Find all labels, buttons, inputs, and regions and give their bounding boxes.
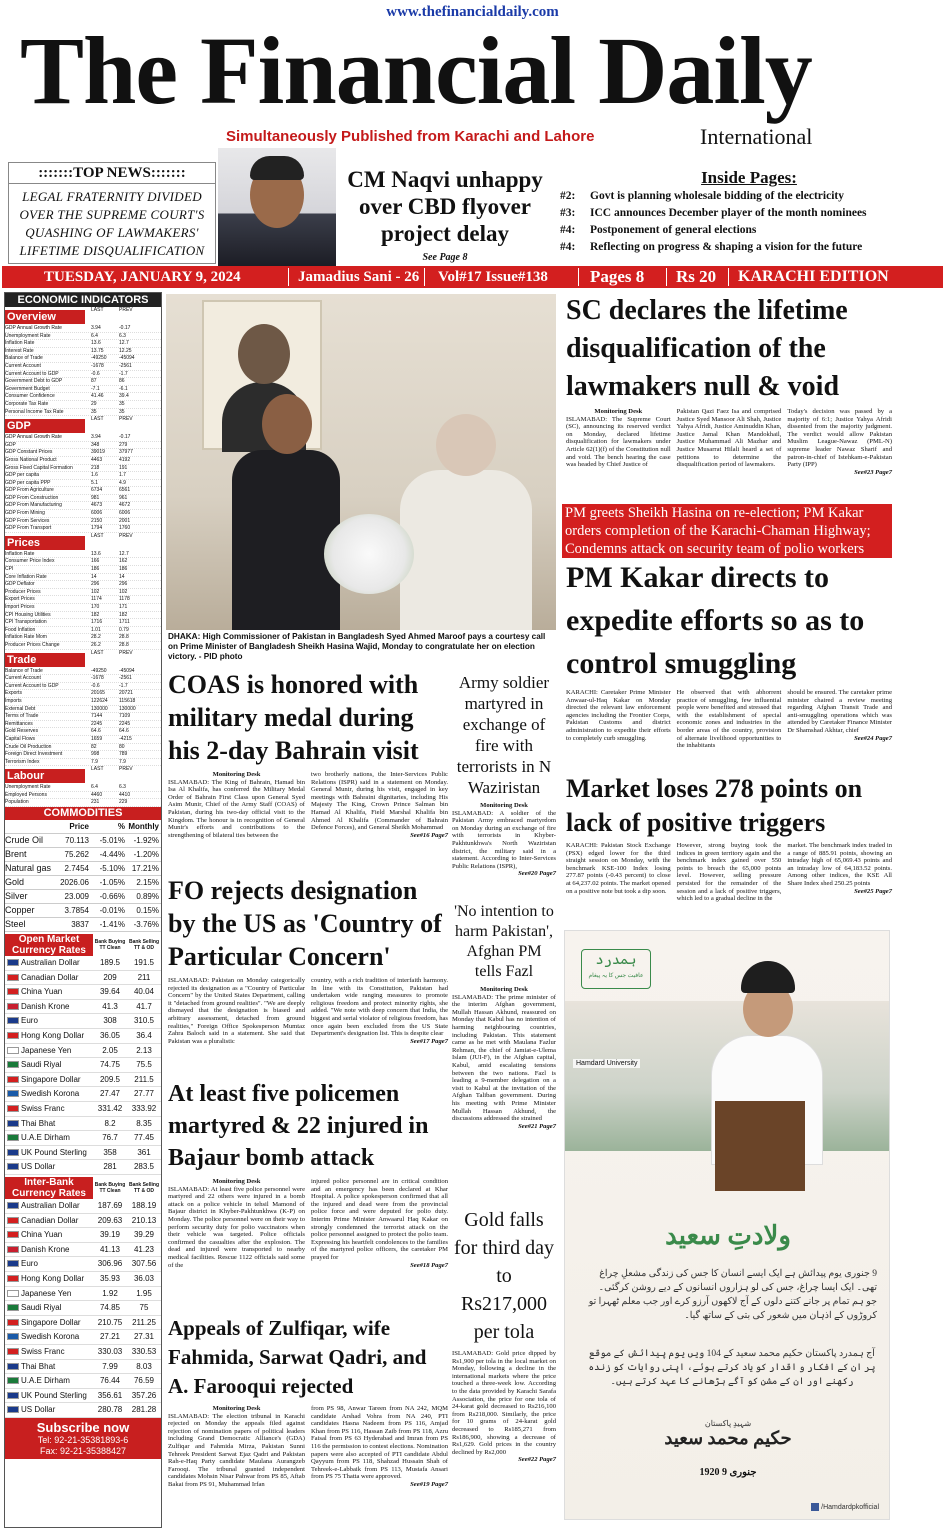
flag-icon: [7, 974, 19, 981]
flag-icon: [7, 1134, 19, 1141]
hamdard-logo: ہمدرد عافیت جس کا یہ پیغام: [581, 949, 651, 989]
currency-row: UK Pound Sterling 356.61 357.26: [5, 1389, 161, 1404]
sc-story: SC declares the lifetime disqualification of the lawmakers null & void Monitoring Desk ISLAMABAD: The Supreme Court (SC), announcing its reserved verdict on Monday, declared lifetime disqualification for lawmakers under Article 62(1)(f) of the Constitution null and void. The bench hearing the case was headed by Chief Justice of Pakistan Qazi Faez Isa and comprised Justice Syed Mansoor Ali Shah, Justice Yahya Afridi, Justice Aminuddin Khan, Justice Jamal Khan Mandokhail, Justice Muhammad Ali Mazhar and Justice Musarrat Hilali heard a set of petitions to determine the disqualification period of lawmakers. Today's decision was passed by a majority of 6:1; Justice Yahya Afridi dissented from the majority judgment. The verdict would allow Pakistan Muslim League-Nawaz (PML-N) supreme leader Nawaz Sharif and patron-in-chief of Istehkam-e-Pakistan Party (IPP) See#23 Page7: [566, 292, 892, 476]
top-news-text: LEGAL FRATERNITY DIVIDED OVER THE SUPREME COURT'S QUASHING OF LAWMAKERS' LIFETIME DISQUALIFICATION: [19, 189, 205, 258]
indicator-row: Food Inflation 1.01 0.79: [5, 627, 161, 635]
indicator-row: Current Account -1678 -2561: [5, 363, 161, 371]
indicator-row: Balance of Trade -49250 -45094: [5, 355, 161, 363]
currency-row: U.A.E Dirham 76.44 76.59: [5, 1374, 161, 1389]
indicator-section-title: GDP: [5, 419, 85, 433]
afghan-headline[interactable]: 'No intention to harm Pakistan', Afghan PM tells Fazl: [454, 903, 554, 980]
currency-row: Singapore Dollar 210.75 211.25: [5, 1316, 161, 1331]
currency-row: Japanese Yen 2.05 2.13: [5, 1044, 161, 1059]
indicator-row: Export Prices 1174 1178: [5, 596, 161, 604]
subscribe-box[interactable]: [5, 1418, 161, 1459]
indicator-row: Capital Flows 1659 -4215: [5, 736, 161, 744]
flag-icon: [7, 1333, 19, 1340]
inside-item[interactable]: #3: ICC announces December player of the month nominees: [560, 207, 867, 219]
kakar-story: PM Kakar directs to expedite efforts so as to control smuggling KARACHI: Caretaker Prime Minister Anwaar-ul-Haq Kakar on Monday directed the relevant law enforcement agencies including the Frontier Corps, Pakistan Customs and district administration to expedite their efforts to completely curb smuggling. He observed that with abhorrent practice of smuggling, few influential people were benefited and stressed that with the establishment of special economic zones and industries in the border areas of the country, provision of alternate livelihood opportunities to the inhabitants should be ensured. The caretaker prime minister chaired a review meeting regarding Afghan Transit Trade and anti-smuggling operations which was attended by Caretaker Finance Minister Dr Shamshad Akhtar, chief See#24 Page7: [566, 556, 892, 750]
currency-row: Swedish Korona 27.47 27.77: [5, 1087, 161, 1102]
flag-icon: [7, 988, 19, 995]
indicator-section: Overview LAST PREV GDP Annual Growth Rate 3.94 -0.17 Unemployment Rate 6.4 6.3 Inflation Rate 13.6 12.7 Interest Rate 13.75 12.25 Balance of Trade -49250 -45094 Current Account -1678 -2561 Current Account to GDP -0.6 -1.7 Government Debt to GDP 87 86 Government Budget -7.1 -6.1 Consumer Confidence 41.46 39.4 Corporate Tax Rate 29 35 Personal Income Tax Rate 35 35: [5, 307, 161, 416]
indicator-row: GDP From Agriculture 6734 6561: [5, 487, 161, 495]
flag-icon: [7, 1406, 19, 1413]
subscribe-title: Subscribe now: [36, 1419, 130, 1435]
indicator-row: Consumer Confidence 41.46 39.4: [5, 393, 161, 401]
indicator-row: Gross National Product 4463 4192: [5, 457, 161, 465]
hamdard-advert[interactable]: [564, 930, 890, 1520]
flag-icon: [7, 1163, 19, 1170]
coas-headline[interactable]: COAS is honored with military medal during his 2-day Bahrain visit: [168, 670, 419, 765]
indicator-row: Employed Persons 4460 4410: [5, 792, 161, 800]
inside-pages: [560, 168, 938, 256]
commodity-row: Steel 3837 -1.41% -3.76%: [5, 918, 161, 932]
indicator-row: Corporate Tax Rate 29 35: [5, 401, 161, 409]
ad-year: 1920 9 جنوری: [699, 1467, 757, 1478]
flag-icon: [7, 1260, 19, 1267]
flag-icon: [7, 1120, 19, 1127]
indicator-row: Gold Reserves 64.6 64.6: [5, 728, 161, 736]
indicator-row: Current Account to GDP -0.6 -1.7: [5, 371, 161, 379]
flag-icon: [7, 1348, 19, 1355]
commodity-row: Natural gas 2.7454 -5.10% 17.21%: [5, 862, 161, 876]
commodity-row: Gold 2026.06 -1.05% 2.15%: [5, 876, 161, 890]
interbank-title: Inter-Bank Currency Rates: [5, 1177, 93, 1199]
cm-story-see: See Page 8: [422, 252, 468, 263]
indicator-row: Imports 122624 115618: [5, 698, 161, 706]
sc-headline[interactable]: SC declares the lifetime disqualification of the lawmakers null & void: [566, 295, 848, 402]
indicator-row: Interest Rate 13.75 12.25: [5, 348, 161, 356]
indicator-row: Gross Fixed Capital Formation 218 191: [5, 465, 161, 473]
masthead-title: The Financial Daily: [20, 17, 812, 124]
flag-icon: [7, 1047, 19, 1054]
open-market-title: Open Market Currency Rates: [5, 934, 93, 956]
indicator-row: Balance of Trade -49250 -45094: [5, 668, 161, 676]
inside-item[interactable]: #4: Reflecting on progress & shaping a vision for the future: [560, 241, 863, 253]
top-news-box: [8, 162, 216, 264]
indicator-section-title: Overview: [5, 310, 85, 324]
naqvi-photo: [218, 148, 336, 266]
indicator-row: Core Inflation Rate 14 14: [5, 574, 161, 582]
currency-row: China Yuan 39.64 40.04: [5, 985, 161, 1000]
indicator-row: External Debt 130000 130000: [5, 706, 161, 714]
commodity-row: Silver 23.009 -0.66% 0.89%: [5, 890, 161, 904]
flag-icon: [7, 1149, 19, 1156]
pm-ticker[interactable]: PM greets Sheikh Hasina on re-election; PM Kakar orders completion of the Karachi-Chaman Highway; Condemns attack on security team of polio workers: [562, 504, 892, 558]
flag-icon: [7, 1017, 19, 1024]
indicator-section-title: Labour: [5, 769, 85, 783]
inside-item[interactable]: #2: Govt is planning wholesale bidding of the electricity: [560, 190, 844, 202]
currency-row: Swiss Franc 331.42 333.92: [5, 1102, 161, 1117]
indicator-row: GDP From Mining 6006 6006: [5, 510, 161, 518]
flag-icon: [7, 959, 19, 966]
flag-icon: [7, 1032, 19, 1039]
indicator-row: CPI 186 186: [5, 566, 161, 574]
flag-icon: [7, 1061, 19, 1068]
currency-row: Thai Bhat 8.2 8.35: [5, 1117, 161, 1132]
edition-label: International: [700, 124, 813, 149]
indicator-row: Population 231 229: [5, 799, 161, 807]
flag-icon: [7, 1202, 19, 1209]
subscribe-fax: Fax: 92-21-35388427: [39, 1445, 127, 1456]
afghan-story: 'No intention to harm Pakistan', Afghan PM tells Fazl Monitoring Desk ISLAMABAD: The prime minister of the interim Afghan government, Mullah Hassan Akhund, reassured on Monday that Kabul has no intention of harming neighbouring countries, including Pakistan. This statement came as he met with Maulana Fazlur Rehman, the chief of Jamiat-e-Ulema Islam (JUI-F), in the Afghan capital, Kabul, amid escalating tensions between the two nations. Fazl is leading a 9-member delegation on a visit to Kabul at the invitation of the Afghan Taliban government. During his meeting with Prime Minister Mullah Hassan Akhund, the discussions addressed the strained See#21 Page7: [452, 903, 556, 1130]
coas-story: COAS is honored with military medal during his 2-day Bahrain visit Monitoring Desk ISLAMABAD: The King of Bahrain, Hamad bin Isa Al Khalifa, has conferred the Military Medal Order of Bahrain First Class upon General Syed Asim Munir, Chief of the Army Staff (COAS) of Pakistan, during his two-day official visit to the Kingdom. The honour is in recognition of General Munir's efforts and contributions to the strengthening of bilateral ties between the two brotherly nations, the Inter-Services Public Relations (ISPR) said in a statement on Monday. General Munir, during his visit, engaged in key meetings with Bahraini dignitaries, including His Majesty The King, Crown Prince Salman bin Hamad Al Khalifa, Field Marshal Khalifa bin Ahmed Al Khalifa (Commander of Bahrain Defence Forces), and General Sheikh Mohammad See#16 Page7: [168, 670, 448, 839]
indicator-row: GDP From Construction 981 961: [5, 495, 161, 503]
flag-icon: [7, 1377, 19, 1384]
appeals-story: Appeals of Zulfiqar, wife Fahmida, Sarwat Qadri, and A. Farooqui rejected Monitoring Desk ISLAMABAD: The election tribunal in Karachi rejected on Monday the appeals filed against rejection of nomination papers of political leaders including Grand Democratic Alliance's (GDA) Zulfiqar and Fahmida Mirza, Pakistan Sunni Tehreek President Sarwat Ejaz Qadri and Pakistan Rah-e-Haq Party candidate Maulana Aurangzeb Farooqi. The tribunal granted independent candidates Mohsin Nisar Pahwar from PS 85, Aftab Bakai from PS 91, Muhammad Irfan from PS 98, Anwar Tareen from NA 242, MQM candidate Arshad Vohra from NA 240, PTI candidates Hasna Nadeem from PS 116, Amjad Khan from PS 116, Hassan Zaib from PS 118, Azru Faisal from PS 63 Hyderabad and Imran from PS 116 the permission to contest elections. Nomination papers were also accepted of PTI candidate Abdul Qayyum from PS 118, Shahzad Hussain Shah of Tehreek-e-Labbaik from PS 113, Mustafa Ansari from PS 75 Thatta were approved. See#19 Page7: [168, 1316, 448, 1488]
flag-icon: [7, 1304, 19, 1311]
currency-row: Saudi Riyal 74.75 75.5: [5, 1058, 161, 1073]
indicator-row: GDP Deflator 296 296: [5, 581, 161, 589]
ad-text: 9 جنوری یوم پیدائش ہے ایک ایسے انسان کا جس کی زندگی مشعلِ چراغ تھی۔ ایک ایسا چراغ، جس کی لو ہزاروں انسانوں کے دیے روشن کرگئی۔ جو ہم تمام پر جانے کتنے دلوں کے آج لاکھوں آرزو کرے اور جب معلم ٹھہرا تو کروڑوں کے اذہان میں شعور کی بتی کے ساتھ گیا۔: [588, 1269, 877, 1321]
top-news-heading: :::::::TOP NEWS:::::::: [9, 163, 215, 184]
flag-icon: [7, 1319, 19, 1326]
inside-pages-heading: Inside Pages:: [701, 168, 797, 187]
indicator-row: Government Debt to GDP 87 86: [5, 378, 161, 386]
currency-row: UK Pound Sterling 358 361: [5, 1146, 161, 1161]
ad-text-2: آج ہمدرد پاکستان حکیم محمد سعید کے 104 ویں یوم پیدائش کے موقع پر ان کے افکار و اقدار کو یاد کرتے ہوئے، اپنی روایات کو زندہ رکھنے اور ان کے مشن کو آگے بڑھانے کا عہد کرتے ہیں۔: [588, 1349, 876, 1387]
indicators-column: ECONOMIC INDICATORS Overview LAST PREV GDP Annual Growth Rate 3.94 -0.17 Unemployment Rate 6.4 6.3 Inflation Rate 13.6 12.7 Interest Rate 13.75 12.25 Balance of Trade -49250 -45094 Current Account -1678 -2561 Current Account to GDP -0.6 -1.7 Government Debt to GDP 87 86 Government Budget -7.1 -6.1 Consumer Confidence 41.46 39.4 Corporate Tax Rate 29 35 Personal Income Tax Rate 35 35 GDP LAST PREV GDP Annual Growth Rate 3.94 -0.17 GDP 348 279 GDP Constant Prices 39019 37977 Gross National Product 4463 4192 Gross Fixed Capital Formation 218 191 GDP per capita 1.6 1.7 GDP per capita PPP 5.1 4.9 GDP From Agriculture 6734 6561 GDP From Construction 981 961 GDP From Manufacturing 4673 4672 GDP From Mining 6006 6006 GDP From Services 2150 2001 GDP From Transport 1794 1760 Prices LAST PREV Inflation Rate 13.6 12.7 Consumer Price Index 166 162 CPI 186 186 Core Inflation Rate 14 14 GDP Deflator 296 296 Producer Prices 102 102 Export Prices 1174 1178 Import Prices 170 171 CPI Housing Utilities 182 182 CPI Transportation 1716 1711 Food Inflation 1.01 0.79 Inflation Rate Mom 28.2 28.8 Producer Prices Change 26.2 28.8 Trade LAST PREV Balance of Trade -49250 -45094 Current Account -1678 -2561 Current Account to GDP -0.6 -1.7 Exports 20165 20721 Imports 122624 115618 External Debt 130000 130000 Terms of Trade 7144 7109 Remittances 2245 2245 Gold Reserves 64.6 64.6 Capital Flows 1659 -4215 Crude Oil Production 82 80 Foreign Direct Investment 998 789 Terrorism Index 7.9 7.9 Labour LAST PREV Unemployment Rate 6.4 6.3 Employed Persons 4460 4410 Population 231 229 COMMODITIES Price % Monthly Crude Oil 70.113 -5.01% -1.92% Brent 75.262 -4.44% -1.20% Natural gas 2.7454 -5.10% 17.21% Gold 2026.06 -1.05% 2.15% Silver 23.009 -0.66% 0.89% Copper 3.7854 -0.01% 0.15% Steel 3837 -1.41% -3.76% Open Market Currency Rates Bank Buying TT Clean Bank Selling TT & OD Australian Dollar 189.5 191.5 Canadian Dollar 209 211 China Yuan 39.64 40.04 Danish Krone 41.3 41.7 Euro 308 310.5 Hong Kong Dollar 36.05 36.4 Japanese Yen 2.05 2.13 Saudi Riyal 74.75 75.5 Singapore Dollar 209.5 211.5 Swedish Korona 27.47 27.77 Swiss Franc 331.42 333.92 Thai Bhat 8.2 8.35 U.A.E Dirham 76.7 77.45 UK Pound Sterling 358 361 US Dollar 281 283.5 Inter-Bank Currency Rates Bank Buying TT Clean Bank Selling TT & OD Australian Dollar 187.69 188.19 Canadian Dollar 209.63 210.13 China Yuan 39.19 39.29 Danish Krone 41.13 41.23 Euro 306.96 307.56 Hong Kong Dollar 35.93 36.03 Japanese Yen 1.92 1.95 Saudi Riyal 74.85 75 Singapore Dollar 210.75 211.25 Swedish Korona 27.21 27.31 Swiss Franc 330.03 330.53 Thai Bhat 7.99 8.03 U.A.E Dirham 76.44 76.59 UK Pound Sterling 356.61 357.26 US Dollar 280.78 281.28 Subscribe now Tel: 92-21-35381893-6 Fax: 92-21-35388427: [4, 292, 162, 1528]
flag-icon: [7, 1392, 19, 1399]
indicator-row: GDP From Transport 1794 1760: [5, 525, 161, 533]
commodity-row: Crude Oil 70.113 -5.01% -1.92%: [5, 834, 161, 848]
currency-row: Swiss Franc 330.03 330.53: [5, 1345, 161, 1360]
indicator-row: GDP From Services 2150 2001: [5, 518, 161, 526]
commodities-title: COMMODITIES: [5, 807, 161, 820]
flag-icon: [7, 1217, 19, 1224]
gold-headline[interactable]: Gold falls for third day to Rs217,000 per tola: [454, 1209, 554, 1343]
ad-title: ولادتِ سعید: [665, 1221, 791, 1250]
ad-signature: شہیدِ پاکستان حکیم محمد سعید: [664, 1419, 792, 1448]
indicator-row: Foreign Direct Investment 998 789: [5, 751, 161, 759]
currency-row: US Dollar 281 283.5: [5, 1160, 161, 1175]
indicator-row: Consumer Price Index 166 162: [5, 558, 161, 566]
indicator-section: Labour LAST PREV Unemployment Rate 6.4 6.3 Employed Persons 4460 4410 Population 231 229: [5, 766, 161, 807]
dateline-volume: Vol#17 Issue#138: [438, 269, 548, 285]
indicator-row: Inflation Rate 13.6 12.7: [5, 551, 161, 559]
indicator-row: Current Account to GDP -0.6 -1.7: [5, 683, 161, 691]
podium: [715, 1101, 805, 1191]
currency-row: Swedish Korona 27.21 27.31: [5, 1330, 161, 1345]
dhaka-photo: [166, 294, 556, 630]
facebook-icon: [811, 1503, 819, 1511]
indicator-section: GDP LAST PREV GDP Annual Growth Rate 3.94 -0.17 GDP 348 279 GDP Constant Prices 39019 37977 Gross National Product 4463 4192 Gross Fixed Capital Formation 218 191 GDP per capita 1.6 1.7 GDP per capita PPP 5.1 4.9 GDP From Agriculture 6734 6561 GDP From Construction 981 961 GDP From Manufacturing 4673 4672 GDP From Mining 6006 6006 GDP From Services 2150 2001 GDP From Transport 1794 1760: [5, 416, 161, 533]
flag-icon: [7, 1363, 19, 1370]
currency-row: Danish Krone 41.13 41.23: [5, 1243, 161, 1258]
flag-icon: [7, 1290, 19, 1297]
flag-icon: [7, 1231, 19, 1238]
currency-row: Canadian Dollar 209.63 210.13: [5, 1214, 161, 1229]
cm-story-headline[interactable]: CM Naqvi unhappy over CBD flyover project delay: [347, 167, 543, 246]
indicator-row: Personal Income Tax Rate 35 35: [5, 409, 161, 417]
bajaur-story: At least five policemen martyred & 22 injured in Bajaur bomb attack Monitoring Desk ISLAMABAD: At least five police personnel were martyred and 22 others were injured in a bomb attack on a police vehicle in tehsil Mamond of Bajaur district in Khyber-Pakhtunkhwa (K-P) on Monday. The police personnel were on their way to perform security duty for polio vaccinators when their vehicle was targeted. Police officials confirmed the casualties after the explosion. The dead and injured were transported to nearby medical facilities. Rescue 1122 officials said some of the injured police personnel are in critical condition and an emergency has been declared at Khar Hospital. A police spokesperson confirmed that all the injured and dead were from the provincial police force and were deputed for polio duty. Interim Prime Minister Anwaarul Haq Kakar on strongly condemned the terrorist attack on the police personnel assigned to protect the polio team. Expressing his heartfelt condolences to the families of the martyred police officers, the caretaker PM prayed for See#18 Page7: [168, 1078, 448, 1269]
indicator-row: Unemployment Rate 6.4 6.3: [5, 784, 161, 792]
indicator-row: GDP Constant Prices 39019 37977: [5, 449, 161, 457]
subscribe-tel: Tel: 92-21-35381893-6: [37, 1434, 129, 1445]
site-url[interactable]: www.thefinancialdaily.com: [386, 4, 559, 20]
flag-icon: [7, 1003, 19, 1010]
currency-row: Australian Dollar 187.69 188.19: [5, 1199, 161, 1214]
currency-row: Canadian Dollar 209 211: [5, 971, 161, 986]
currency-row: Hong Kong Dollar 36.05 36.4: [5, 1029, 161, 1044]
indicator-row: GDP per capita 1.6 1.7: [5, 472, 161, 480]
indicator-row: GDP 348 279: [5, 442, 161, 450]
army-headline[interactable]: Army soldier martyred in exchange of fire with terrorists in N Waziristan: [456, 673, 552, 797]
indicator-row: Government Budget -7.1 -6.1: [5, 386, 161, 394]
photo-caption: DHAKA: High Commissioner of Pakistan in Bangladesh Syed Ahmed Maroof pays a courtesy call on Prime Minister of Bangladesh Sheikh Hasina Wajid, Monday to congratulate her on election victory. - PID photo: [168, 632, 546, 661]
flag-icon: [7, 1090, 19, 1097]
commodity-row: Copper 3.7854 -0.01% 0.15%: [5, 904, 161, 918]
currency-row: Hong Kong Dollar 35.93 36.03: [5, 1272, 161, 1287]
currency-row: Thai Bhat 7.99 8.03: [5, 1360, 161, 1375]
dateline-hijri: Jamadius Sani - 26: [298, 269, 420, 285]
building-label: Hamdard University: [573, 1059, 640, 1068]
currency-row: US Dollar 280.78 281.28: [5, 1403, 161, 1418]
indicator-section: Trade LAST PREV Balance of Trade -49250 -45094 Current Account -1678 -2561 Current Account to GDP -0.6 -1.7 Exports 20165 20721 Imports 122624 115618 External Debt 130000 130000 Terms of Trade 7144 7109 Remittances 2245 2245 Gold Reserves 64.6 64.6 Capital Flows 1659 -4215 Crude Oil Production 82 80 Foreign Direct Investment 998 789 Terrorism Index 7.9 7.9: [5, 650, 161, 767]
indicator-row: Producer Prices 102 102: [5, 589, 161, 597]
indicator-row: CPI Housing Utilities 182 182: [5, 612, 161, 620]
market-story: Market loses 278 points on lack of positive triggers KARACHI: Pakistan Stock Exchange (PSX) edged lower for the third straight session on Monday, with the benchmark KSE-100 Index losing 277.87 points (-0.43 percent) to close at 64,237.02 points. The market opened on a positive note but took a dip soon. However, strong buying took the indices in green territory again and the benchmark index gained over 550 points to breach the 65,000 points level. However, selling pressure persisted for the remainder of the session and a lack of positive triggers, which led to a gradual decline in the market. The benchmark index traded in a range of 885.91 points, showing an intraday high of 65,069.43 points and an intraday low of 64,183.52 points. Among other indices, the KSE All Share Index shed 250.25 points See#25 Page7: [566, 774, 893, 903]
indicator-row: Terrorism Index 7.9 7.9: [5, 759, 161, 767]
indicator-row: Producer Prices Change 26.2 28.8: [5, 642, 161, 650]
dateline-pages: Pages 8: [590, 267, 645, 286]
currency-row: U.A.E Dirham 76.7 77.45: [5, 1131, 161, 1146]
appeals-headline[interactable]: Appeals of Zulfiqar, wife Fahmida, Sarwat Qadri, and A. Farooqui rejected: [168, 1316, 427, 1398]
currency-row: China Yuan 39.19 39.29: [5, 1228, 161, 1243]
inside-item[interactable]: #4: Postponement of general elections: [560, 224, 757, 236]
fo-story: FO rejects designation by the US as 'Country of Particular Concern' ISLAMABAD: Pakistan on Monday categorically rejected its designation as a "Country of Particular Concern" by the United States Department, calling it "detached from ground realities". "We are deeply dismayed that the designation is biased and arbitrary assessment, detached from ground realities," Foreign Office Spokesperson Mumtaz Zahra Baloch said in a statement. She said that Pakistan was a pluralistic country, with a rich tradition of interfaith harmony. In line with its Constitution, Pakistan had undertaken wide ranging measures to promote religious freedom and protect minority rights, she added. "We note with deep concern that India, the biggest and serial violator of religious freedom, has once again been excluded from the US State Department's designation list. This is despite clear See#17 Page7: [168, 876, 448, 1045]
flag-icon: [7, 1246, 19, 1253]
dateline-bar: [2, 266, 943, 288]
kakar-headline[interactable]: PM Kakar directs to expedite efforts so as to control smuggling: [566, 561, 865, 680]
indicator-row: Import Prices 170 171: [5, 604, 161, 612]
indicator-row: GDP per capita PPP 5.1 4.9: [5, 480, 161, 488]
currency-row: Australian Dollar 189.5 191.5: [5, 956, 161, 971]
indicator-section: Prices LAST PREV Inflation Rate 13.6 12.7 Consumer Price Index 166 162 CPI 186 186 Core Inflation Rate 14 14 GDP Deflator 296 296 Producer Prices 102 102 Export Prices 1174 1178 Import Prices 170 171 CPI Housing Utilities 182 182 CPI Transportation 1716 1711 Food Inflation 1.01 0.79 Inflation Rate Mom 28.2 28.8 Producer Prices Change 26.2 28.8: [5, 533, 161, 650]
commodity-row: Brent 75.262 -4.44% -1.20%: [5, 848, 161, 862]
facebook-link[interactable]: /Hamdardpkofficial: [811, 1503, 879, 1511]
flag-icon: [7, 1105, 19, 1112]
indicator-row: Inflation Rate 13.6 12.7: [5, 340, 161, 348]
currency-row: Euro 308 310.5: [5, 1014, 161, 1029]
indicator-row: GDP Annual Growth Rate 3.94 -0.17: [5, 434, 161, 442]
indicator-row: Crude Oil Production 82 80: [5, 744, 161, 752]
indicator-row: Unemployment Rate 6.4 6.3: [5, 333, 161, 341]
tagline: Simultaneously Published from Karachi and Lahore: [226, 128, 595, 145]
indicator-row: GDP Annual Growth Rate 3.94 -0.17: [5, 325, 161, 333]
currency-row: Singapore Dollar 209.5 211.5: [5, 1073, 161, 1088]
currency-row: Japanese Yen 1.92 1.95: [5, 1287, 161, 1302]
indicator-row: Exports 20165 20721: [5, 690, 161, 698]
dateline-edition: KARACHI EDITION: [738, 268, 889, 285]
dateline-price: Rs 20: [676, 267, 717, 286]
indicators-title: ECONOMIC INDICATORS: [5, 293, 161, 307]
army-story: Army soldier martyred in exchange of fire with terrorists in N Waziristan Monitoring Desk ISLAMABAD: A soldier of the Pakistan Army embraced martyrdom on Monday during an exchange of fire with terrorists in Khyber-Pakhtunkhwa's North Waziristan district, the military said in a statement. According to Inter-Services Public Relations (ISPR), See#20 Page7: [452, 673, 556, 878]
indicator-row: GDP From Manufacturing 4673 4672: [5, 502, 161, 510]
market-headline[interactable]: Market loses 278 points on lack of positive triggers: [566, 774, 863, 837]
currency-row: Saudi Riyal 74.85 75: [5, 1301, 161, 1316]
indicator-section-title: Trade: [5, 653, 85, 667]
currency-row: Danish Krone 41.3 41.7: [5, 1000, 161, 1015]
indicator-row: Remittances 2245 2245: [5, 721, 161, 729]
flag-icon: [7, 1076, 19, 1083]
dateline-date: TUESDAY, JANUARY 9, 2024: [44, 269, 241, 285]
bajaur-headline[interactable]: At least five policemen martyred & 22 injured in Bajaur bomb attack: [168, 1081, 429, 1171]
indicator-row: Terms of Trade 7144 7109: [5, 713, 161, 721]
gold-story: Gold falls for third day to Rs217,000 per tola ISLAMABAD: Gold price dipped by Rs1,900 per tola in the local market on Monday, following a decline in the international markets where the price touched a three-week low. According to the data provided by Karachi Sarafa Association, the price for one tola of 24-karat gold decreased to Rs216,100 from Rs218,000. Similarly, the price for 10 grams of 24-karat gold decreased to Rs185,271 from Rs186,900, showing a decrease of Rs1,629. Gold prices in the country declined by Rs2,000 See#22 Page7: [452, 1206, 556, 1464]
indicator-section-title: Prices: [5, 536, 85, 550]
indicator-row: CPI Transportation 1716 1711: [5, 619, 161, 627]
currency-row: Euro 306.96 307.56: [5, 1257, 161, 1272]
indicator-row: Current Account -1678 -2561: [5, 675, 161, 683]
fo-headline[interactable]: FO rejects designation by the US as 'Country of Particular Concern': [168, 876, 442, 971]
flag-icon: [7, 1275, 19, 1282]
indicator-row: Inflation Rate Mom 28.2 28.8: [5, 634, 161, 642]
